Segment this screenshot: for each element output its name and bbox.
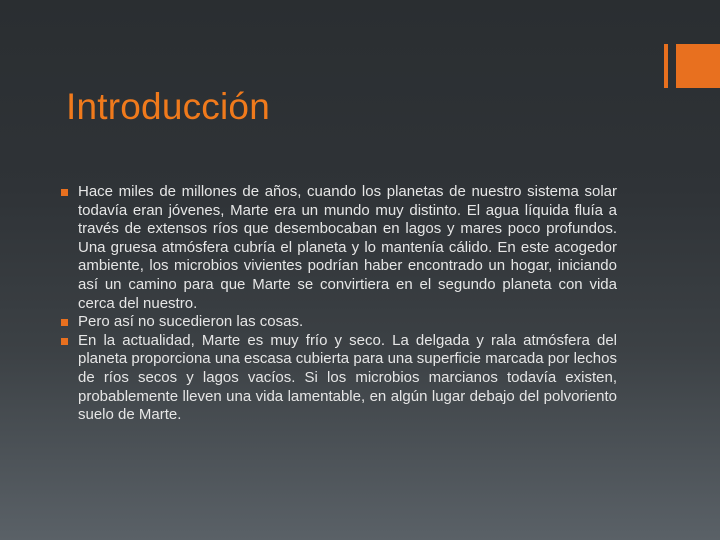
square-bullet-icon (61, 338, 68, 345)
bullet-item (61, 183, 617, 313)
bullet-list (61, 183, 617, 425)
bullet-text: En la actualidad, Marte es muy frío y seco. La delgada y rala atmósfera del planeta proporciona una escasa cubierta para una superficie marcada por lechos de ríos secos y lagos vacíos. Si los microbios marcianos todavía existen, probablemente lleven una vida lamentable, en algún lugar debajo del polvoriento suelo de Marte. (78, 331, 617, 424)
square-bullet-icon (61, 319, 68, 326)
square-bullet-icon (61, 189, 68, 196)
bullet-item (61, 332, 617, 425)
accent-bar-thick (676, 44, 720, 88)
accent-bar-thin (664, 44, 668, 88)
bullet-text: Hace miles de millones de años, cuando los planetas de nuestro sistema solar todavía eran jóvenes, Marte era un mundo muy distinto. El agua líquida fluía a través de extensos ríos que desembocaban en lagos y mares poco profundos. Una gruesa atmósfera cubría el planeta y lo mantenía cálido. En este acogedor ambiente, los microbios vivientes podrían haber encontrado un hogar, iniciando así un camino para que Marte se convirtiera en el segundo planeta con vida cerca del nuestro. (78, 183, 617, 312)
bullet-item (61, 313, 617, 332)
bullet-text: Pero así no sucedieron las cosas. (78, 313, 304, 331)
slide-title: Introducción (66, 86, 270, 127)
